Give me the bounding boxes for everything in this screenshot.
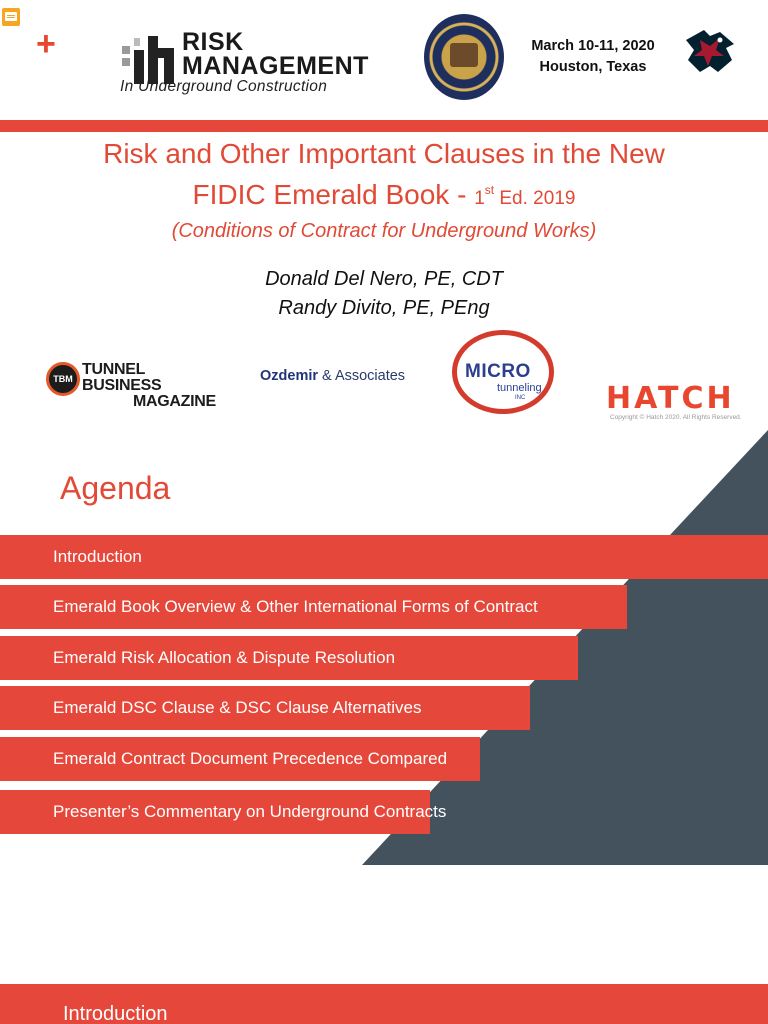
microtunneling-logo: MICRO tunneling INC: [452, 330, 554, 414]
logo-title: RISK MANAGEMENT: [182, 28, 369, 80]
ozdemir-associates-logo: Ozdemir & Associates: [260, 368, 406, 384]
event-date: March 10-11, 2020: [531, 38, 655, 54]
agenda-item-document-precedence[interactable]: Emerald Contract Document Precedence Compared: [0, 737, 480, 781]
event-location: Houston, Texas: [539, 59, 647, 75]
presenter-list: [20, 265, 748, 323]
tunnel-business-magazine-logo: TBM TUNNEL BUSINESS MAGAZINE: [44, 358, 214, 400]
agenda-item-dsc-clause[interactable]: Emerald DSC Clause & DSC Clause Alternatives: [0, 686, 530, 730]
agenda-item-risk-allocation[interactable]: Emerald Risk Allocation & Dispute Resolution: [0, 636, 578, 680]
houston-texans-logo-icon: [680, 26, 738, 78]
agenda-item-presenter-commentary[interactable]: Presenter’s Commentary on Underground Contracts: [0, 790, 430, 834]
agenda-item-emerald-overview[interactable]: Emerald Book Overview & Other International Forms of Contract: [0, 585, 627, 629]
title-line-2: FIDIC Emerald Book - 1st Ed. 2019: [192, 179, 576, 210]
risk-management-logo: [100, 14, 396, 104]
agenda-title: Agenda: [60, 470, 171, 506]
presenter-name: Randy Divito, PE, PEng: [278, 297, 490, 319]
hatch-logo: HATCH: [606, 381, 735, 416]
tbm-badge-icon: TBM: [46, 362, 80, 396]
header-divider-band: [0, 120, 768, 132]
title-subtitle: (Conditions of Contract for Underground Works): [171, 220, 597, 242]
city-of-houston-seal-icon: [424, 14, 504, 100]
hatch-copyright: Copyright © Hatch 2020. All Rights Reserved.: [610, 414, 742, 421]
agenda-item-introduction[interactable]: Introduction: [0, 535, 768, 579]
title-line-1: Risk and Other Important Clauses in the New: [103, 138, 665, 169]
next-slide-title: Introduction: [63, 1003, 168, 1024]
comment-icon[interactable]: [2, 8, 20, 26]
plus-icon: +: [36, 25, 56, 63]
presenter-name: Donald Del Nero, PE, CDT: [265, 268, 503, 290]
logo-subtitle: In Underground Construction: [120, 78, 328, 95]
event-info: [520, 36, 666, 78]
presentation-title: [20, 136, 748, 245]
